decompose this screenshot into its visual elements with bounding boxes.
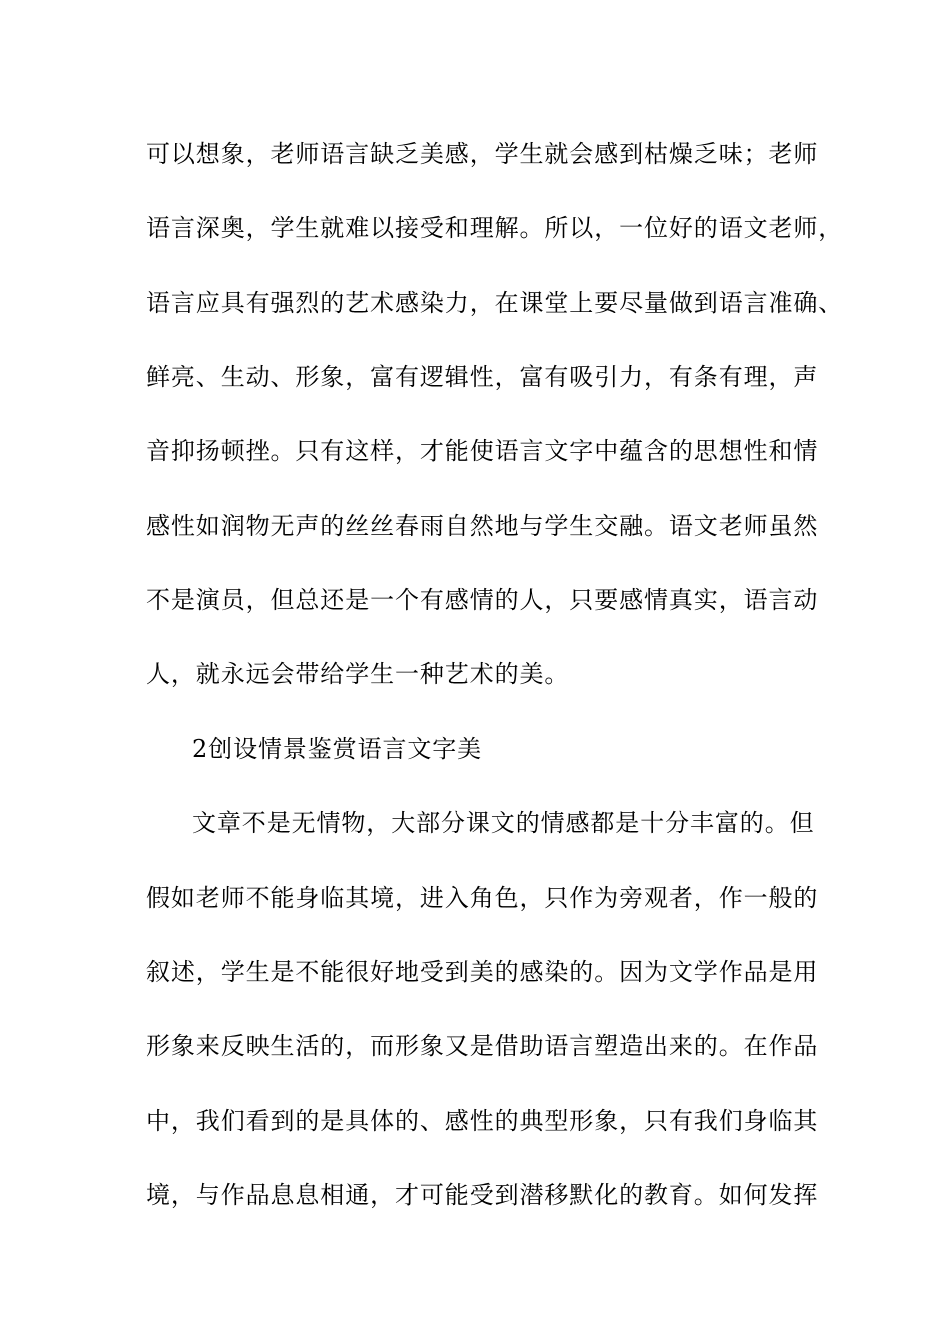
paragraph-1-line-4: 鲜亮、生动、形象，富有逻辑性，富有吸引力，有条有理，声 — [146, 363, 819, 391]
paragraph-1-line-8: 人，就永远会带给学生一种艺术的美。 — [146, 660, 570, 688]
paragraph-2-line-2: 假如老师不能身临其境，进入角色，只作为旁观者，作一般的 — [146, 884, 819, 912]
paragraph-1-line-1: 可以想象，老师语言缺乏美感，学生就会感到枯燥乏味；老师 — [146, 140, 819, 168]
paragraph-1-line-6: 感性如润物无声的丝丝春雨自然地与学生交融。语文老师虽然 — [146, 512, 819, 540]
paragraph-1-line-3: 语言应具有强烈的艺术感染力，在课堂上要尽量做到语言准确、 — [146, 289, 844, 317]
paragraph-2-line-6: 境，与作品息息相通，才可能受到潜移默化的教育。如何发挥 — [146, 1181, 819, 1209]
paragraph-1-line-5: 音抑扬顿挫。只有这样，才能使语言文字中蕴含的思想性和情 — [146, 437, 819, 465]
paragraph-2-line-1: 文章不是无情物，大部分课文的情感都是十分丰富的。但 — [192, 809, 815, 837]
paragraph-1-line-2: 语言深奥，学生就难以接受和理解。所以，一位好的语文老师， — [146, 214, 844, 242]
paragraph-1-line-7: 不是演员，但总还是一个有感情的人，只要感情真实，语言动 — [146, 586, 819, 614]
section-heading: 2创设情景鉴赏语言文字美 — [192, 735, 483, 763]
paragraph-2-line-5: 中，我们看到的是具体的、感性的典型形象，只有我们身临其 — [146, 1107, 819, 1135]
paragraph-2-line-4: 形象来反映生活的，而形象又是借助语言塑造出来的。在作品 — [146, 1032, 819, 1060]
paragraph-2-line-3: 叙述，学生是不能很好地受到美的感染的。因为文学作品是用 — [146, 958, 819, 986]
